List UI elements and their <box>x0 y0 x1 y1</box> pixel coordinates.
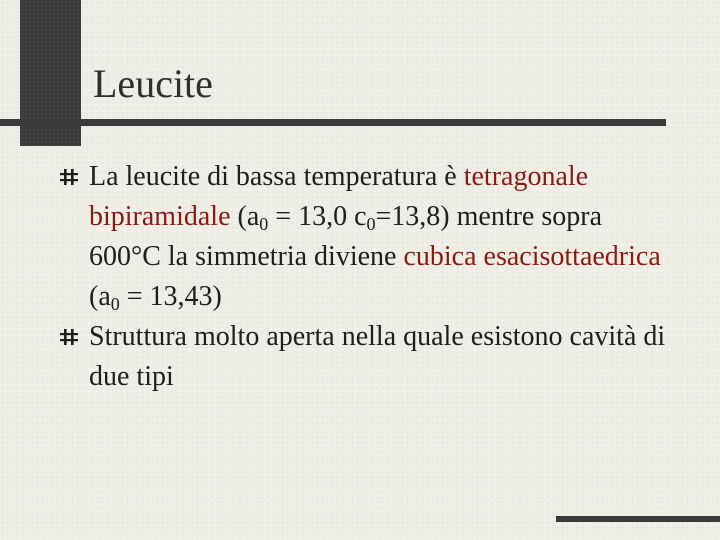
hash-bullet-icon <box>60 168 78 186</box>
bullet-text: Struttura molto aperta nella quale esistono cavità di due tipi <box>89 321 666 392</box>
title-underline <box>0 119 666 126</box>
slide-title: Leucite <box>93 61 213 106</box>
bullet-item <box>60 317 680 397</box>
bullet-item <box>60 157 680 317</box>
bullet-list <box>60 157 680 397</box>
hash-bullet-icon <box>60 328 78 346</box>
decorative-bottom-line <box>556 516 720 522</box>
term-tetragonal: tetragonale bipiramidale <box>89 161 589 232</box>
term-cubic: cubica esacisottaedrica <box>403 241 661 272</box>
bullet-text: La leucite di bassa temperatura è tetragonale bipiramidale ($a_0 = 13,0$ $c_0=13,8$) mentre sopra 600°C la simmetria diviene cubica esacisottaedrica $(a_0 = 13,43)$ <box>89 161 661 314</box>
